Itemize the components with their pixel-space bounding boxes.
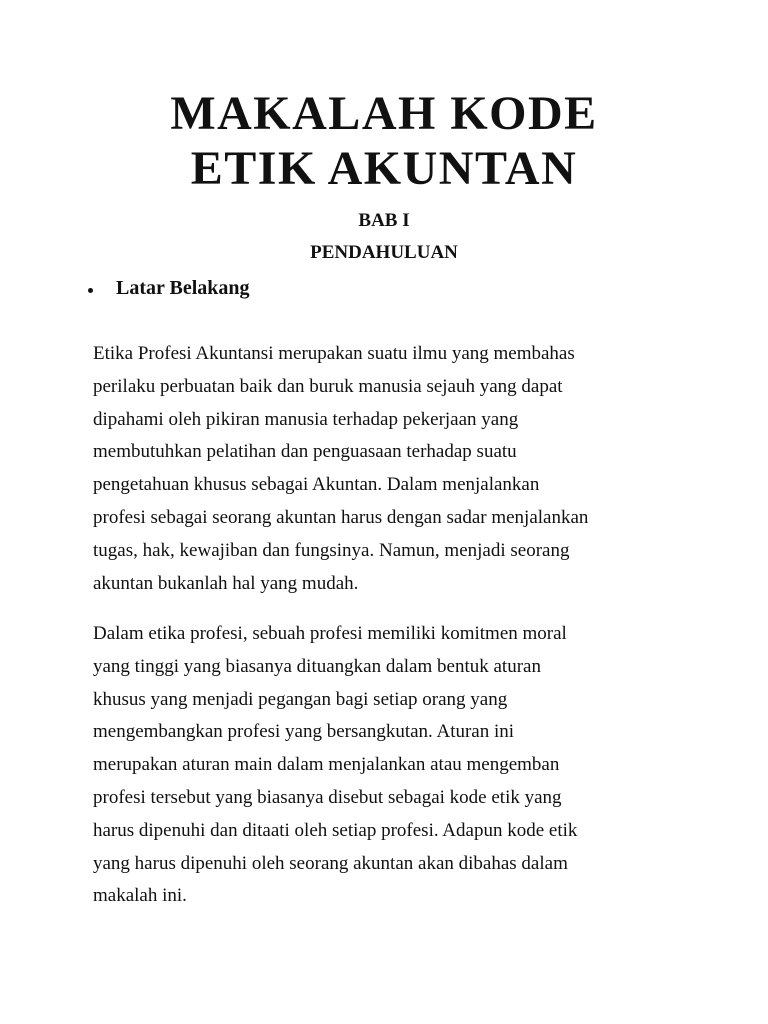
section-heading: Latar Belakang: [116, 277, 250, 299]
document-title-line-1: MAKALAH KODE: [170, 87, 598, 140]
bullet-icon: [88, 288, 93, 293]
body-paragraph-2: Dalam etika profesi, sebuah profesi memiliki komitmen moral yang tinggi yang biasanya dituangkan dalam bentuk aturan khusus yang menjadi pegangan bagi setiap orang yang mengembangkan profesi yang bersangkutan. Aturan ini merupakan aturan main dalam menjalankan atau mengemban profesi tersebut yang biasanya disebut sebagai kode etik yang harus dipenuhi dan ditaati oleh setiap profesi. Adapun kode etik yang harus dipenuhi oleh seorang akuntan akan dibahas dalam makalah ini.: [93, 623, 578, 907]
section-heading-item: [88, 273, 250, 303]
chapter-title: PENDAHULUAN: [310, 242, 458, 263]
document-title-line-2: ETIK AKUNTAN: [190, 142, 578, 195]
document-title: [0, 86, 768, 196]
chapter-number: BAB I: [358, 210, 410, 231]
body-paragraph-1: Etika Profesi Akuntansi merupakan suatu ilmu yang membahas perilaku perbuatan baik dan buruk manusia sejauh yang dapat dipahami oleh pikiran manusia terhadap pekerjaan yang membutuhkan pelatihan dan penguasaan terhadap suatu pengetahuan khusus sebagai Akuntan. Dalam menjalankan profesi sebagai seorang akuntan harus dengan sadar menjalankan tugas, hak, kewajiban dan fungsinya. Namun, menjadi seorang akuntan bukanlah hal yang mudah.: [93, 343, 589, 594]
